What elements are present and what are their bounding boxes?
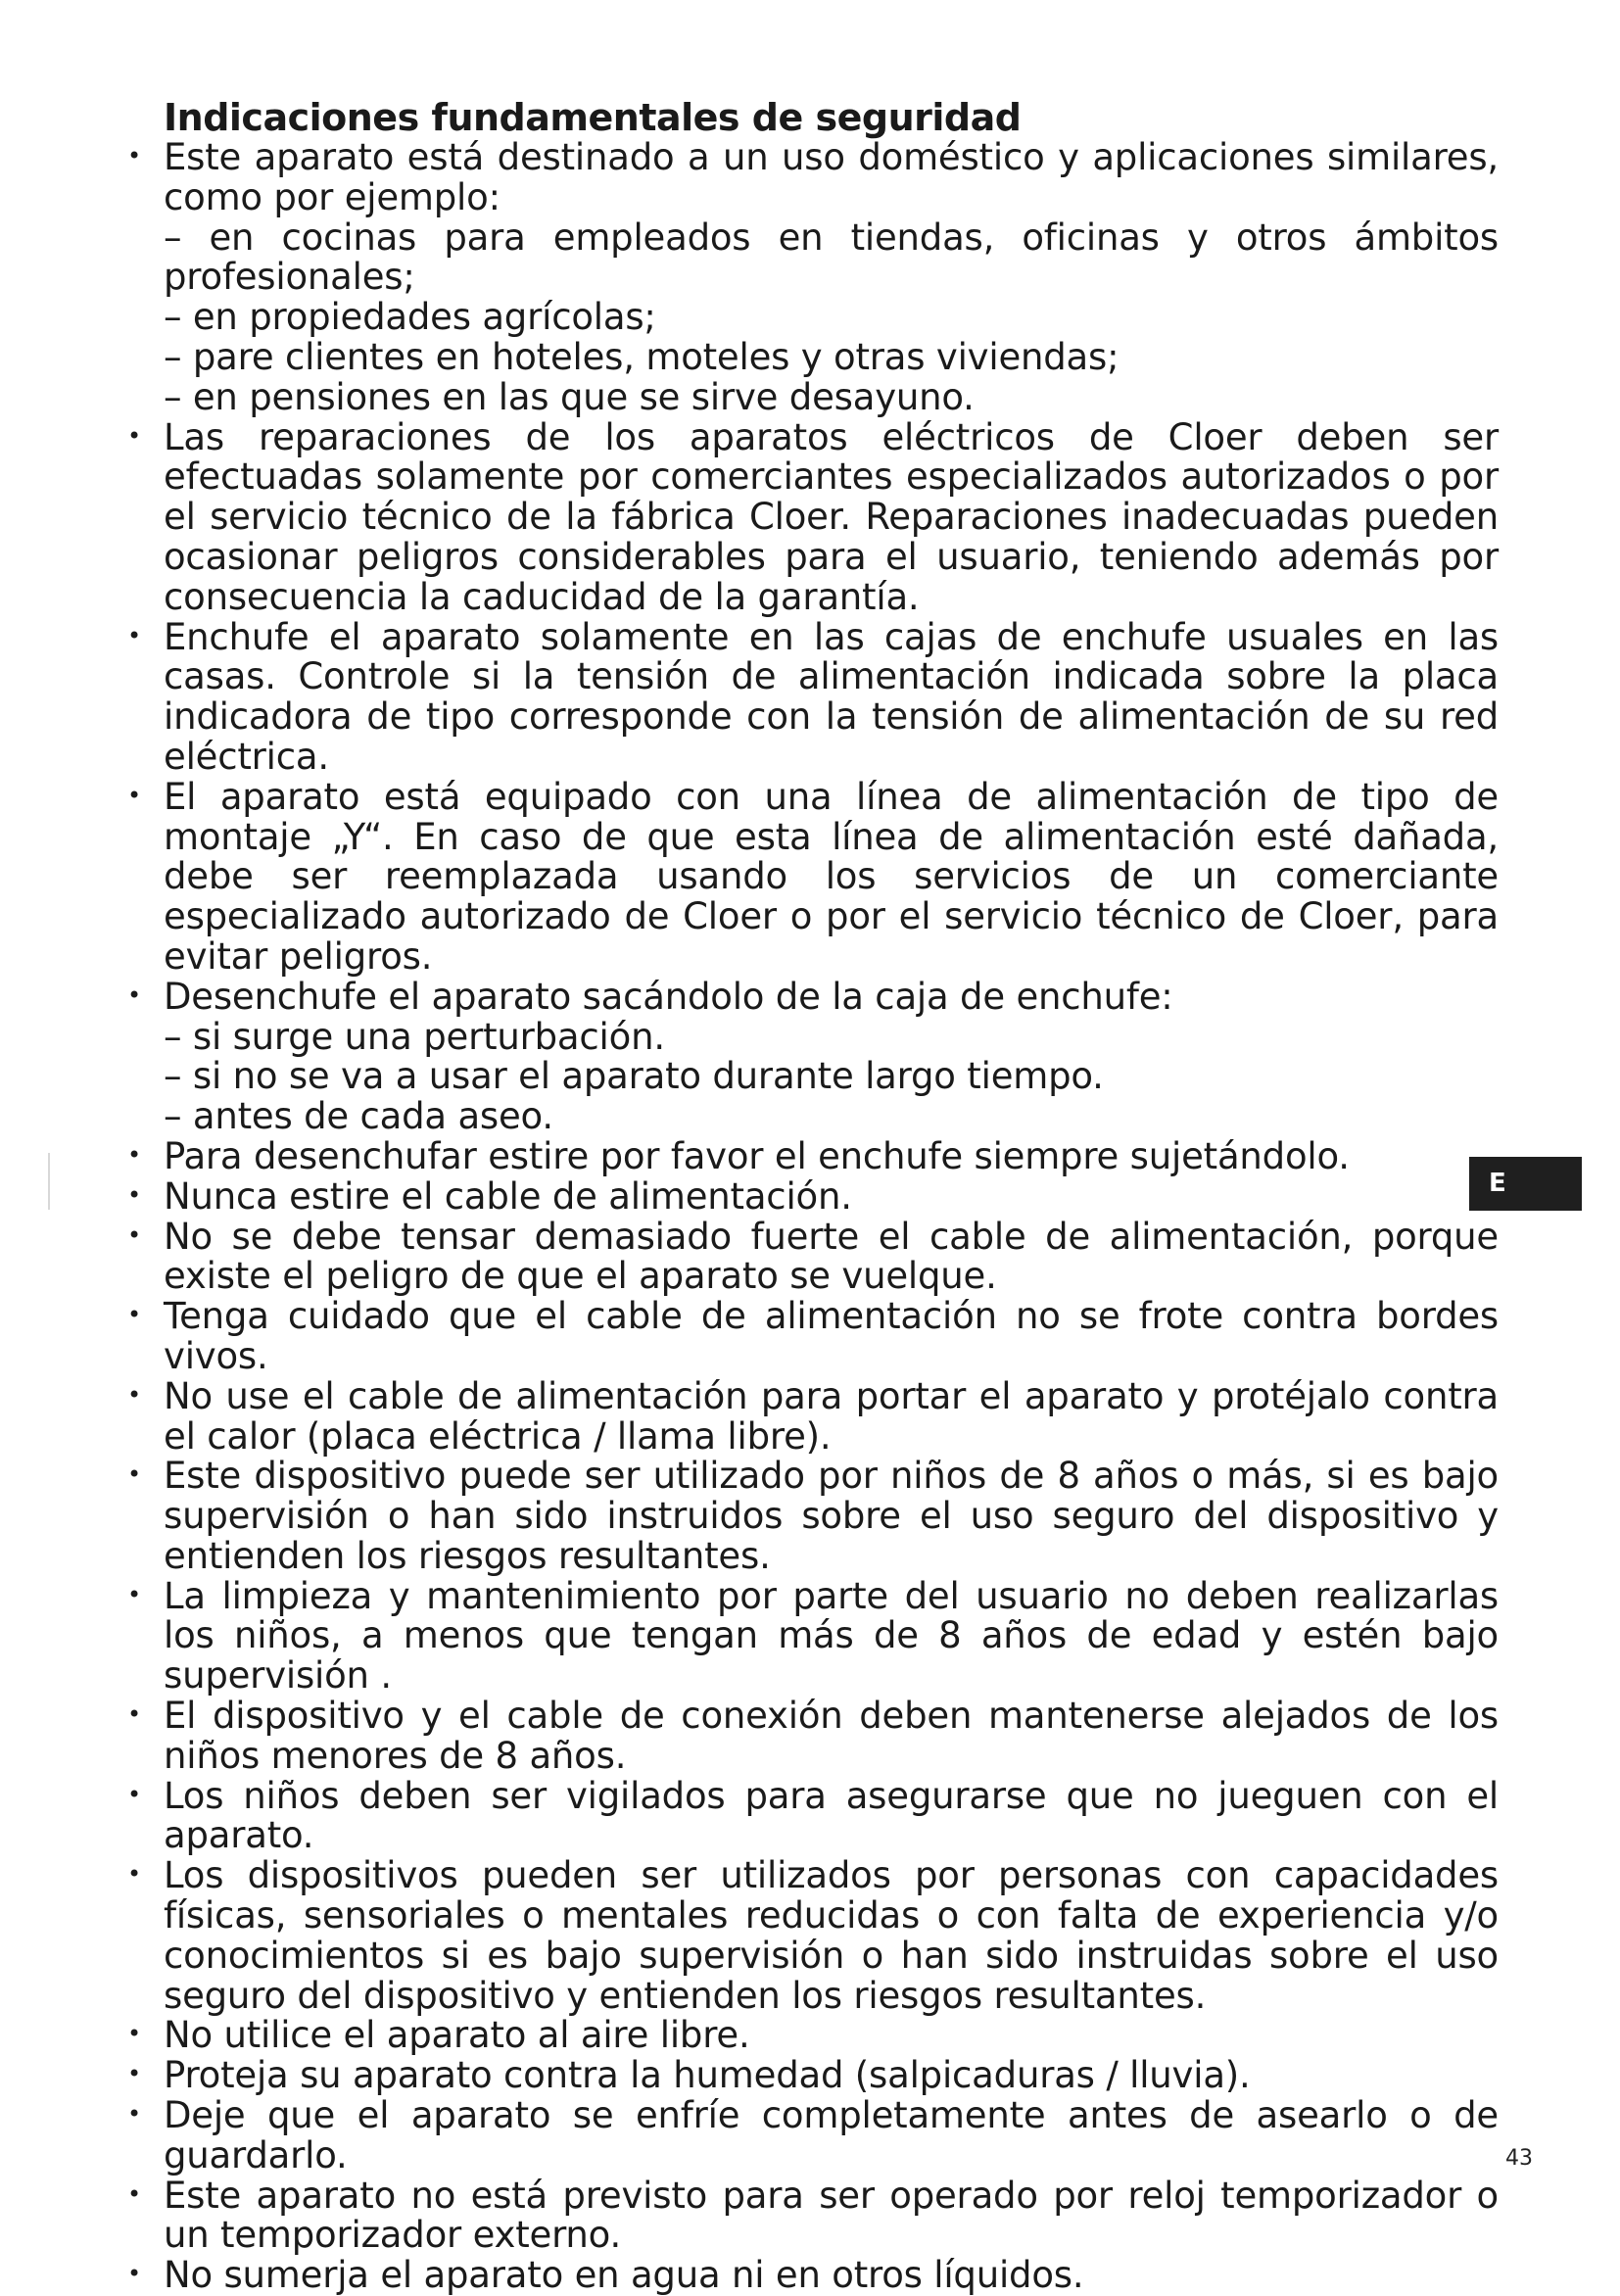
list-item-text: Deje que el aparato se enfríe completamente antes de asearlo o de guardarlo.: [164, 2094, 1499, 2176]
list-item: [127, 775, 1499, 978]
list-item: [127, 975, 1499, 1138]
bullet-icon: •: [127, 1220, 141, 1249]
list-sub-item: – en propiedades agrícolas;: [164, 296, 656, 339]
list-item: [127, 1697, 1499, 1777]
list-item: [127, 2016, 1499, 2056]
list-item: [127, 1134, 1499, 1177]
bullet-icon: •: [127, 1140, 141, 1169]
list-sub-item: – antes de cada aseo.: [164, 1095, 553, 1138]
bullet-icon: •: [127, 1301, 141, 1329]
list-item-text: El dispositivo y el cable de conexión deben mantenerse alejados de los niños menores de 8 años.: [164, 1695, 1499, 1777]
list-item: [127, 1215, 1499, 1298]
list-item: [127, 615, 1499, 778]
list-item-text: Para desenchufar estire por favor el enchufe siempre sujetándolo.: [164, 1134, 1350, 1177]
bullet-icon: •: [127, 1580, 141, 1608]
list-item-text: No utilice el aparato al aire libre.: [164, 2014, 750, 2057]
list-item: [127, 1774, 1499, 1857]
bullet-icon: •: [127, 1700, 141, 1729]
bullet-icon: •: [127, 781, 141, 809]
safety-instructions-list: [127, 138, 1499, 2296]
bullet-icon: •: [127, 1180, 141, 1209]
document-body: [127, 98, 1499, 2296]
list-sub-item: – en pensiones en las que se sirve desayuno.: [164, 375, 975, 418]
bullet-icon: •: [127, 1780, 141, 1808]
list-item-text: Este dispositivo puede ser utilizado por niños de 8 años o más, si es bajo supervisión o han sido instruidos sobre el uso seguro del dispositivo y entienden los riesgos resultantes.: [164, 1455, 1499, 1577]
list-item: [127, 1374, 1499, 1458]
list-item: [127, 1856, 1499, 2016]
list-item-text: Enchufe el aparato solamente en las cajas de enchufe usuales en las casas. Controle si la tensión de alimentación indicada sobre la placa indicadora de tipo corresponde con la tensión de alimentación de su red eléctrica.: [164, 615, 1499, 778]
list-item-text: Este aparato no está previsto para ser operado por reloj temporizador o un temporizador externo.: [164, 2174, 1499, 2257]
bullet-icon: •: [127, 1460, 141, 1489]
list-item-text: La limpieza y mantenimiento por parte del usuario no deben realizarlas los niños, a menos que tengan más de 8 años de edad y estén bajo supervisión .: [164, 1574, 1499, 1698]
language-tab: E: [1469, 1157, 1582, 1211]
section-heading: Indicaciones fundamentales de seguridad: [164, 96, 1022, 139]
bullet-icon: •: [127, 2100, 141, 2129]
list-item-text: Proteja su aparato contra la humedad (salpicaduras / lluvia).: [164, 2054, 1251, 2097]
bullet-icon: •: [127, 621, 141, 649]
list-item-text: Tenga cuidado que el cable de alimentación no se frote contra bordes vivos.: [164, 1295, 1499, 1377]
list-item-text: Las reparaciones de los aparatos eléctricos de Cloer deben ser efectuadas solamente por comerciantes especializados autorizados o por el servicio técnico de la fábrica Cloer. Reparaciones inadecuadas pueden ocasionar peligros considerables para el usuario, teniendo además por consecuencia la caducidad de la garantía.: [164, 415, 1499, 618]
list-item: [127, 2096, 1499, 2176]
list-sub-item: – en cocinas para empleados en tiendas, oficinas y otros ámbitos profesionales;: [164, 215, 1499, 299]
list-item-text: No se debe tensar demasiado fuerte el cable de alimentación, porque existe el peligro de que el aparato se vuelque.: [164, 1215, 1499, 1298]
bullet-icon: •: [127, 2060, 141, 2088]
bullet-icon: •: [127, 2020, 141, 2048]
list-item-text: Desenchufe el aparato sacándolo de la caja de enchufe:: [164, 975, 1173, 1018]
list-item-text: Nunca estire el cable de alimentación.: [164, 1174, 852, 1218]
list-item: [127, 1457, 1499, 1576]
list-item-text: Los niños deben ser vigilados para asegurarse que no jueguen con el aparato.: [164, 1774, 1499, 1857]
list-item-text: Este aparato está destinado a un uso doméstico y aplicaciones similares, como por ejemplo:: [164, 136, 1499, 218]
bullet-icon: •: [127, 142, 141, 169]
list-sub-item: – si no se va a usar el aparato durante largo tiempo.: [164, 1055, 1104, 1098]
list-sub-item: – pare clientes en hoteles, moteles y otras viviendas;: [164, 335, 1120, 378]
list-item: [127, 1174, 1499, 1218]
margin-mark: [48, 1153, 50, 1210]
list-item-text: El aparato está equipado con una línea de alimentación de tipo de montaje „Y“. En caso de que esta línea de alimentación esté dañada, debe ser reemplazada usando los servicios de un comerciante especializado autorizado de Cloer o por el servicio técnico de Cloer, para evitar peligros.: [164, 775, 1499, 978]
bullet-icon: •: [127, 421, 141, 450]
list-item: [127, 2256, 1499, 2296]
list-item-text: No sumerja el aparato en agua ni en otros líquidos.: [164, 2254, 1084, 2296]
bullet-icon: •: [127, 1860, 141, 1889]
list-item: [127, 1574, 1499, 1698]
bullet-icon: •: [127, 2260, 141, 2288]
list-item-text: No use el cable de alimentación para portar el aparato y protéjalo contra el calor (placa eléctrica / llama libre).: [164, 1374, 1499, 1458]
bullet-icon: •: [127, 2179, 141, 2208]
list-item: [127, 1297, 1499, 1377]
page-number: 43: [1505, 2146, 1533, 2171]
list-item: [127, 415, 1499, 618]
list-item-text: Los dispositivos pueden ser utilizados por personas con capacidades físicas, sensoriales o mentales reducidas o con falta de experiencia y/o conocimientos si es bajo supervisión o han sido instruidas sobre el uso seguro del dispositivo y entienden los riesgos resultantes.: [164, 1854, 1499, 2017]
list-item: [127, 2176, 1499, 2257]
list-item: [127, 2056, 1499, 2096]
list-item: [127, 138, 1499, 418]
list-sub-item: – si surge una perturbación.: [164, 1015, 665, 1058]
bullet-icon: •: [127, 981, 141, 1009]
bullet-icon: •: [127, 1380, 141, 1409]
